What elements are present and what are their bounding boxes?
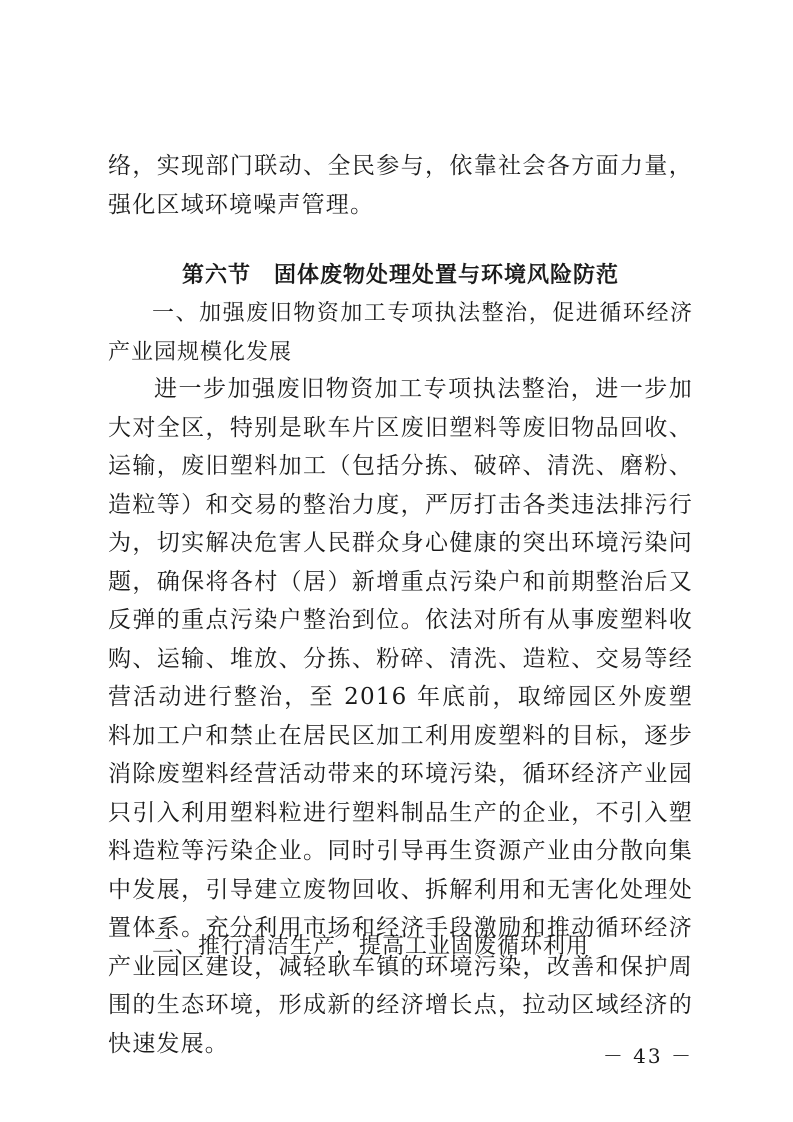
intro-paragraph: 络，实现部门联动、全民参与，依靠社会各方面力量，强化区域环境噪声管理。 bbox=[108, 153, 693, 218]
heading-2: 二、推行清洁生产，提高工业固废循环利用 bbox=[152, 934, 590, 959]
body-paragraph: 进一步加强废旧物资加工专项执法整治，进一步加大对全区，特别是耿车片区废旧塑料等废旧物品回收、运输，废旧塑料加工（包括分拣、破碎、清洗、磨粉、造粒等）和交易的整治力度，严厉打击各类违法排污行为，切实解决危害人民群众身心健康的突出环境污染问题，确保将各村（居）新增重点污染户和前期整治后又反弹的重点污染户整治到位。依法对所有从事废塑料收购、运输、堆放、分拣、粉碎、清洗、造粒、交易等经营活动进行整治，至 2016 年底前，取缔园区外废塑料加工户和禁止在居民区加工利用废塑料的目标，逐步消除废塑料经营活动带来的环境污染，循环经济产业园只引入利用塑料粒进行塑料制品生产的企业，不引入塑料造粒等污染企业。同时引导再生资源产业由分散向集中发展，引导建立废物回收、拆解利用和无害化处理处置体系。充分利用市场和经济手段激励和推动循环经济产业园区建设，减轻耿车镇的环境污染，改善和保护周围的生态环境，形成新的经济增长点，拉动区域经济的快速发展。 bbox=[108, 376, 693, 1057]
section-title: 第六节 固体废物处理处置与环境风险防范 bbox=[181, 263, 619, 288]
heading-1: 一、加强废旧物资加工专项执法整治，促进循环经济产业园规模化发展 bbox=[108, 301, 693, 365]
page-number: － 43 － bbox=[602, 1044, 693, 1068]
